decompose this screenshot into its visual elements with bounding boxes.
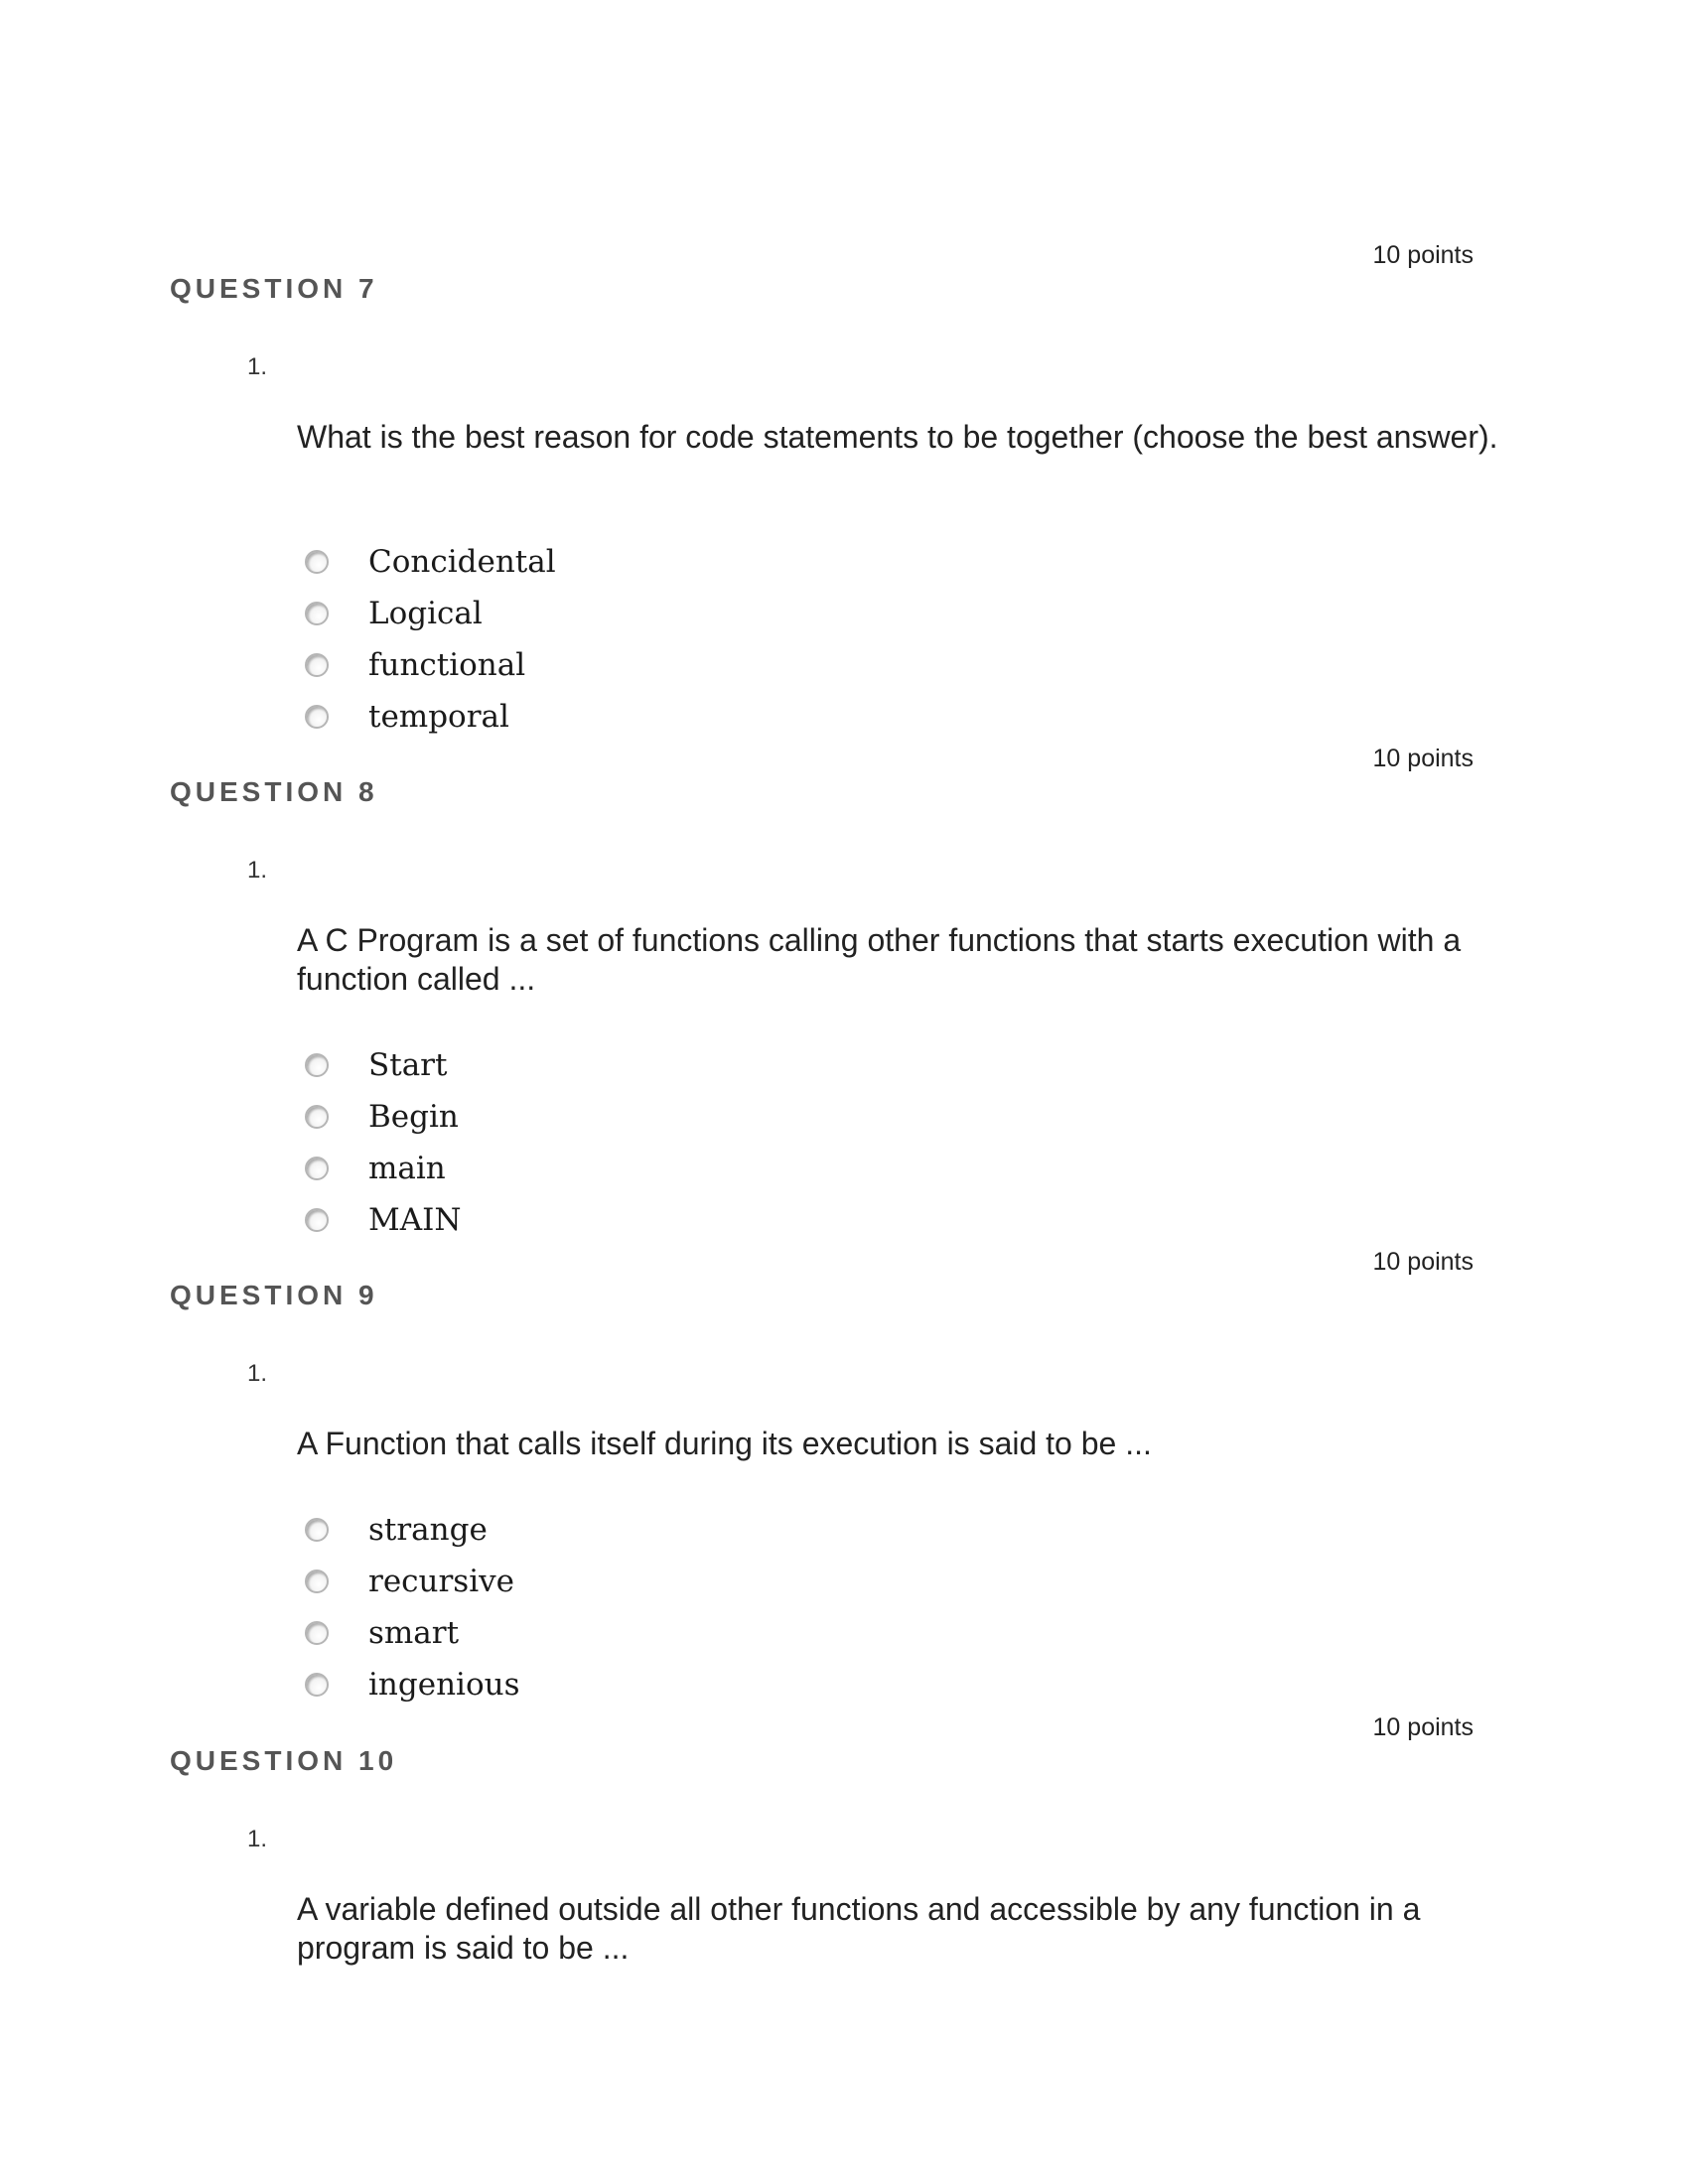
item-number: 1.: [247, 353, 268, 380]
question-title: QUESTION 7: [170, 273, 378, 304]
option-label: Start: [368, 1047, 448, 1083]
question-title: QUESTION 10: [170, 1745, 398, 1776]
answer-option[interactable]: [297, 1091, 462, 1143]
option-label: MAIN: [368, 1202, 462, 1238]
radio-button[interactable]: [305, 1673, 329, 1697]
answer-option[interactable]: [297, 588, 556, 639]
radio-button[interactable]: [305, 1621, 329, 1645]
item-number: 1.: [247, 857, 268, 884]
radio-button[interactable]: [305, 1570, 329, 1593]
option-label: functional: [368, 647, 526, 683]
question-title: QUESTION 8: [170, 776, 378, 807]
question-text: What is the best reason for code statements to be together (choose the best answer).: [297, 419, 1498, 455]
radio-button[interactable]: [305, 1518, 329, 1542]
points-label: 10 points: [1372, 241, 1474, 269]
question-text: A variable defined outside all other functions and accessible by any function in a program is said to be ...: [297, 1891, 1421, 1966]
answer-option[interactable]: [297, 1504, 520, 1556]
radio-button[interactable]: [305, 550, 329, 574]
radio-button[interactable]: [305, 1105, 329, 1129]
answer-options: [297, 1504, 520, 1710]
answer-option[interactable]: [297, 1659, 520, 1710]
option-label: Begin: [368, 1099, 459, 1135]
answer-option[interactable]: [297, 639, 556, 691]
option-label: recursive: [368, 1564, 514, 1599]
answer-option[interactable]: [297, 691, 556, 743]
radio-button[interactable]: [305, 653, 329, 677]
points-label: 10 points: [1372, 745, 1474, 772]
option-label: ingenious: [368, 1667, 520, 1703]
answer-options: [297, 1039, 462, 1246]
radio-button[interactable]: [305, 602, 329, 625]
answer-option[interactable]: [297, 536, 556, 588]
question-text: A Function that calls itself during its execution is said to be ...: [297, 1426, 1152, 1461]
option-label: smart: [368, 1615, 460, 1651]
points-label: 10 points: [1372, 1713, 1474, 1741]
option-label: temporal: [368, 699, 509, 735]
answer-option[interactable]: [297, 1194, 462, 1246]
answer-option[interactable]: [297, 1556, 520, 1607]
option-label: main: [368, 1151, 446, 1186]
radio-button[interactable]: [305, 1053, 329, 1077]
radio-button[interactable]: [305, 705, 329, 729]
answer-option[interactable]: [297, 1143, 462, 1194]
answer-option[interactable]: [297, 1039, 462, 1091]
answer-option[interactable]: [297, 1607, 520, 1659]
question-text: A C Program is a set of functions calling other functions that starts execution with a function called ...: [297, 922, 1462, 997]
option-label: Logical: [368, 596, 483, 631]
answer-options: [297, 536, 556, 743]
question-title: QUESTION 9: [170, 1280, 378, 1310]
item-number: 1.: [247, 1360, 268, 1387]
points-label: 10 points: [1372, 1248, 1474, 1276]
option-label: Concidental: [368, 544, 556, 580]
radio-button[interactable]: [305, 1157, 329, 1180]
radio-button[interactable]: [305, 1208, 329, 1232]
item-number: 1.: [247, 1826, 268, 1852]
option-label: strange: [368, 1512, 488, 1548]
